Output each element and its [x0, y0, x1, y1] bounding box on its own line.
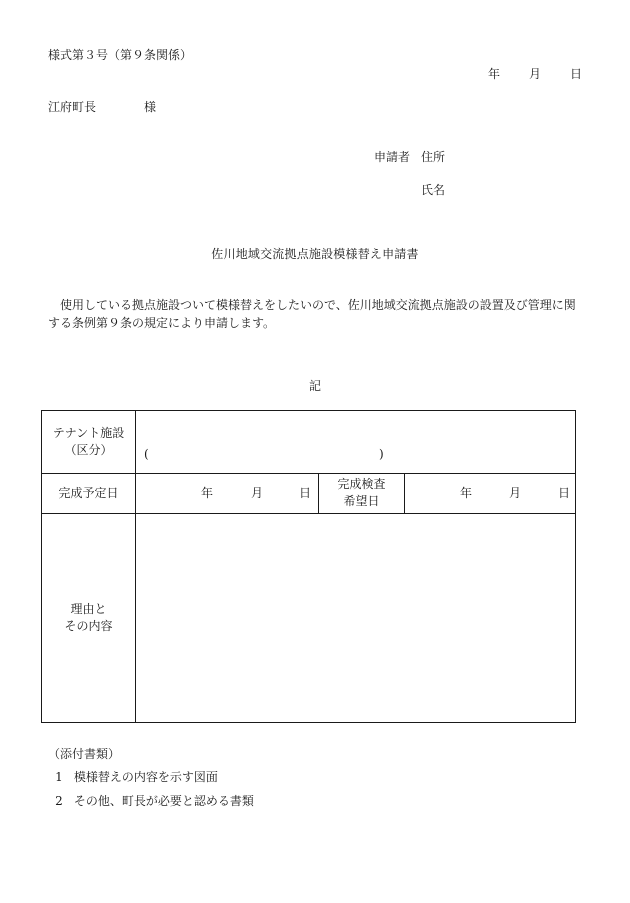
reason-label-line1: 理由と — [70, 602, 107, 616]
inspection-label-line2: 希望日 — [343, 494, 380, 508]
attachment-text: 模様替えの内容を示す図面 — [73, 770, 218, 784]
attachments-heading: （添付書類） — [48, 747, 121, 761]
tenant-paren-open: ( — [144, 447, 149, 461]
inspection-day: 日 — [558, 486, 571, 500]
reason-label-line2: その内容 — [64, 619, 113, 633]
table-vline-inspection-right — [404, 473, 405, 514]
attachment-number: 2 — [55, 794, 63, 808]
application-table — [41, 410, 576, 723]
attachment-item — [48, 771, 218, 783]
header-date-day: 日 — [570, 67, 583, 81]
body-text: 使用している拠点施設ついて模様替えをしたいので、佐川地域交流拠点施設の設置及び管理に関する条例第９条の規定により申請します。 — [48, 298, 576, 330]
applicant-address-label: 住所 — [421, 150, 446, 164]
table-vline-label — [135, 411, 136, 722]
completion-month: 月 — [251, 486, 264, 500]
attachment-text: その他、町長が必要と認める書類 — [73, 794, 254, 808]
completion-date-label: 完成予定日 — [58, 486, 119, 500]
inspection-month: 月 — [509, 486, 522, 500]
table-hline-1 — [42, 473, 575, 474]
applicant-name-label: 氏名 — [421, 183, 446, 197]
attachment-item — [48, 795, 254, 807]
form-number: 様式第３号（第９条関係） — [48, 48, 193, 62]
addressee-name: 江府町長 — [48, 100, 97, 114]
applicant-label: 申請者 — [374, 150, 411, 164]
reason-label — [42, 601, 135, 635]
attachment-number: 1 — [55, 770, 63, 784]
tenant-label-line1: テナント施設 — [52, 426, 125, 440]
inspection-year: 年 — [460, 486, 473, 500]
tenant-label — [42, 425, 135, 459]
document-title: 佐川地域交流拠点施設模様替え申請書 — [211, 247, 419, 261]
ki-heading: 記 — [308, 379, 321, 393]
table-hline-2 — [42, 513, 575, 514]
tenant-paren-close: ) — [379, 447, 384, 461]
completion-year: 年 — [201, 486, 214, 500]
addressee-honorific: 様 — [144, 100, 157, 114]
tenant-label-line2: （区分） — [64, 443, 113, 457]
completion-day: 日 — [299, 486, 312, 500]
inspection-date-label — [319, 476, 404, 510]
inspection-label-line1: 完成検査 — [337, 477, 386, 491]
header-date-month: 月 — [529, 67, 542, 81]
header-date-year: 年 — [488, 67, 501, 81]
